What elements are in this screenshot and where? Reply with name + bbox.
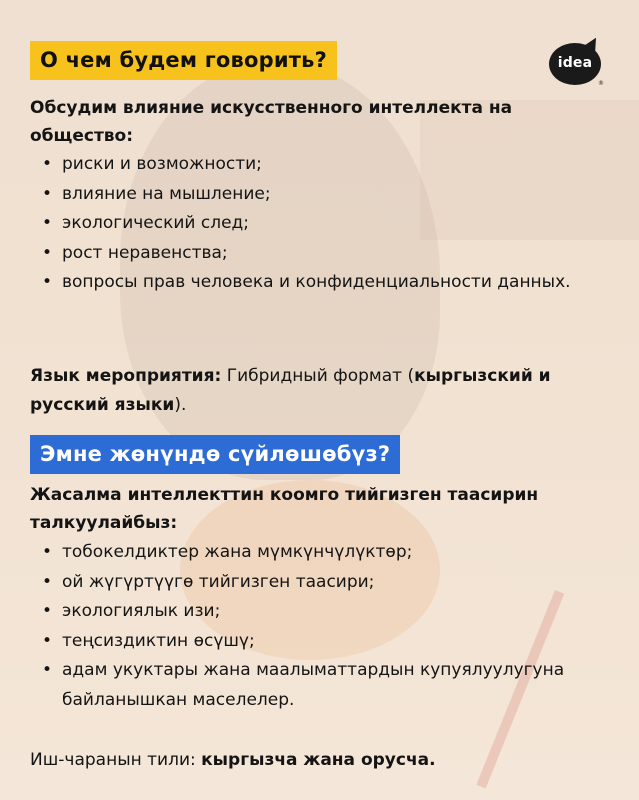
- event-language-kyrgyz: [30, 746, 600, 775]
- logo-registered-mark: ®: [598, 80, 604, 87]
- list-item: • рост неравенства;: [40, 239, 600, 269]
- topics-list-russian: [40, 150, 600, 298]
- idea-logo: [549, 43, 601, 85]
- intro-russian: Обсудим влияние искусственного интеллекта на общество:: [30, 98, 513, 146]
- event-language-russian: [30, 362, 590, 420]
- list-item: • экологический след;: [40, 209, 600, 239]
- event-language-value: кыргызча жана орусча.: [201, 750, 436, 770]
- list-item: • теңсиздиктин өсүшү;: [40, 627, 600, 657]
- event-language-format: Гибридный формат (: [221, 366, 415, 386]
- list-item: • адам укуктары жана маалыматтардын купуялуулугуна байланышкан маселелер.: [40, 656, 600, 715]
- list-item: • ой жүгүртүүгө тийгизген таасири;: [40, 568, 600, 598]
- event-language-value: кыргызский и русский языки: [30, 366, 551, 415]
- heading-russian: О чем будем говорить?: [30, 41, 337, 80]
- event-language-label: Язык мероприятия:: [30, 366, 222, 386]
- list-item: • риски и возможности;: [40, 150, 600, 180]
- list-item: • влияние на мышление;: [40, 180, 600, 210]
- intro-kyrgyz: Жасалма интеллекттин коомго тийгизген таасирин талкуулайбыз:: [30, 485, 539, 533]
- event-language-end: ).: [174, 395, 187, 415]
- event-language-label: Иш-чаранын тили:: [30, 750, 202, 770]
- list-item: • экологиялык изи;: [40, 597, 600, 627]
- list-item: • вопросы прав человека и конфиденциальности данных.: [40, 268, 600, 298]
- heading-kyrgyz: Эмне жөнүндө сүйлөшөбүз?: [30, 435, 400, 474]
- logo-text: idea: [557, 55, 593, 71]
- list-item: • тобокелдиктер жана мүмкүнчүлүктөр;: [40, 538, 600, 568]
- topics-list-kyrgyz: [40, 538, 600, 715]
